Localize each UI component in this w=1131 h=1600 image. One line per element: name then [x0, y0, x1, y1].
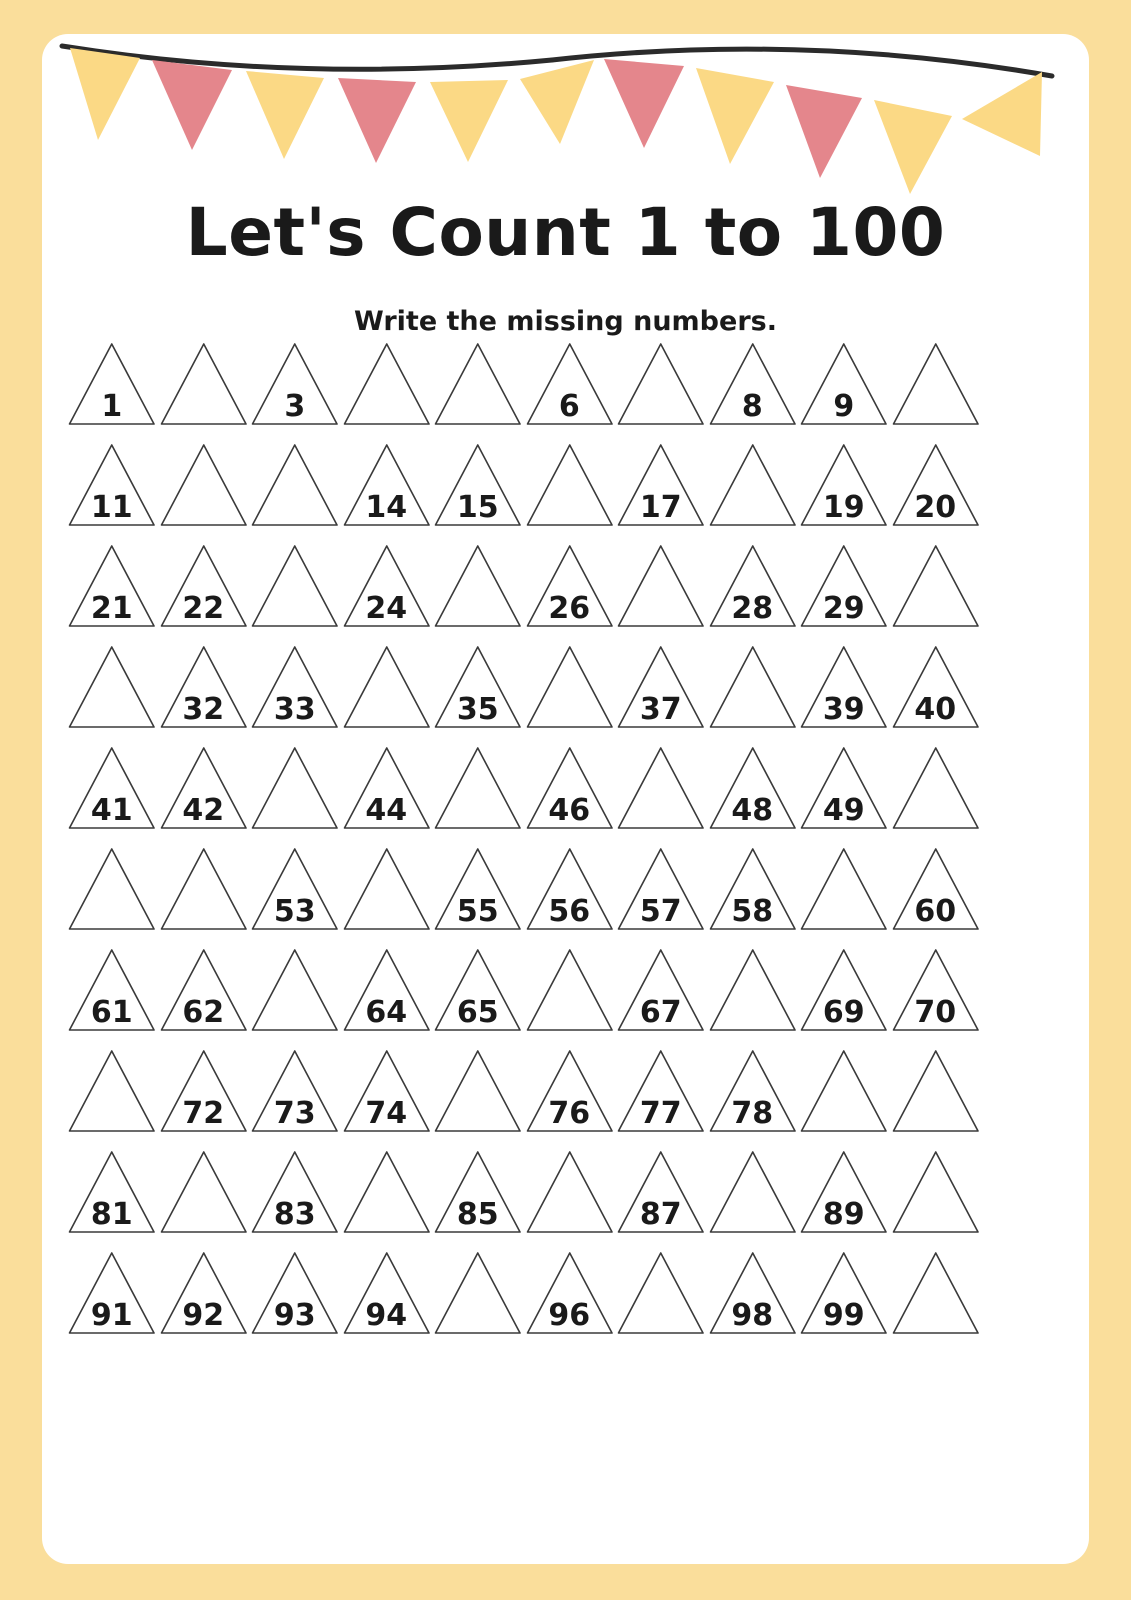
number-triangle-blank[interactable] [524, 946, 616, 1034]
triangle-icon [66, 1047, 158, 1135]
number-row [66, 1144, 981, 1245]
number-triangle-blank[interactable] [707, 1148, 799, 1236]
triangle-number: 92 [182, 1298, 225, 1333]
number-triangle-blank[interactable] [249, 441, 341, 529]
number-triangle-filled [66, 744, 158, 832]
number-triangle-blank[interactable] [798, 1047, 890, 1135]
number-row [66, 538, 981, 639]
number-triangle-blank[interactable] [341, 1148, 433, 1236]
triangle-icon [890, 340, 982, 428]
triangle-number: 72 [182, 1096, 225, 1131]
number-triangle-filled [249, 1047, 341, 1135]
triangle-icon [615, 340, 707, 428]
triangle-number: 73 [273, 1096, 316, 1131]
triangle-icon [890, 1148, 982, 1236]
number-triangle-filled [432, 946, 524, 1034]
triangle-number: 77 [639, 1096, 682, 1131]
number-row [66, 336, 981, 437]
triangle-number: 81 [90, 1197, 133, 1232]
triangle-number: 11 [90, 490, 133, 525]
number-row [66, 841, 981, 942]
number-triangle-blank[interactable] [432, 542, 524, 630]
number-triangle-blank[interactable] [890, 1047, 982, 1135]
triangle-number: 6 [558, 389, 580, 424]
number-triangle-filled [158, 946, 250, 1034]
triangle-icon [524, 946, 616, 1034]
page-title: Let's Count 1 to 100 [185, 194, 946, 271]
number-triangle-blank[interactable] [158, 340, 250, 428]
number-triangle-blank[interactable] [524, 643, 616, 731]
number-triangle-filled [66, 1249, 158, 1337]
number-triangle-filled [524, 542, 616, 630]
triangle-number: 83 [273, 1197, 316, 1232]
number-triangle-blank[interactable] [707, 441, 799, 529]
number-triangle-filled [158, 643, 250, 731]
triangle-number: 41 [90, 793, 133, 828]
number-triangle-blank[interactable] [524, 441, 616, 529]
triangle-icon [341, 340, 433, 428]
number-triangle-blank[interactable] [432, 744, 524, 832]
number-triangle-filled [615, 1148, 707, 1236]
triangle-number: 39 [822, 692, 865, 727]
triangle-number: 89 [822, 1197, 865, 1232]
number-triangle-filled [341, 946, 433, 1034]
triangle-number: 60 [914, 894, 957, 929]
triangle-icon [341, 845, 433, 933]
number-triangle-blank[interactable] [158, 845, 250, 933]
number-row [66, 639, 981, 740]
triangle-icon [890, 744, 982, 832]
number-triangle-filled [524, 340, 616, 428]
triangle-number: 29 [822, 591, 865, 626]
number-triangle-filled [158, 1047, 250, 1135]
triangle-number: 61 [90, 995, 133, 1030]
number-triangle-blank[interactable] [249, 744, 341, 832]
instruction-text: Write the missing numbers. [354, 306, 777, 337]
number-triangle-filled [524, 1047, 616, 1135]
triangle-number: 93 [273, 1298, 316, 1333]
number-triangle-filled [707, 1047, 799, 1135]
triangle-number: 3 [284, 389, 306, 424]
number-triangle-filled [798, 340, 890, 428]
triangle-number: 55 [456, 894, 499, 929]
triangle-icon [890, 1249, 982, 1337]
number-triangle-filled [890, 845, 982, 933]
triangle-number: 48 [731, 793, 774, 828]
triangle-icon [707, 1148, 799, 1236]
number-triangle-filled [341, 542, 433, 630]
number-row [66, 942, 981, 1043]
number-triangle-blank[interactable] [890, 340, 982, 428]
triangle-icon [524, 1148, 616, 1236]
triangle-number: 33 [273, 692, 316, 727]
triangle-number: 15 [456, 490, 499, 525]
triangle-number: 17 [639, 490, 682, 525]
triangle-icon [249, 441, 341, 529]
triangle-icon [707, 946, 799, 1034]
number-triangle-filled [432, 845, 524, 933]
number-triangle-filled [615, 946, 707, 1034]
number-row [66, 1043, 981, 1144]
number-triangle-filled [890, 946, 982, 1034]
number-triangle-blank[interactable] [615, 542, 707, 630]
number-triangle-filled [249, 340, 341, 428]
triangle-number: 98 [731, 1298, 774, 1333]
number-triangle-filled [524, 744, 616, 832]
number-triangle-filled [798, 1249, 890, 1337]
number-triangle-filled [798, 1148, 890, 1236]
triangle-icon [432, 340, 524, 428]
number-triangle-blank[interactable] [432, 1047, 524, 1135]
number-triangle-blank[interactable] [524, 1148, 616, 1236]
number-triangle-blank[interactable] [890, 1249, 982, 1337]
number-triangle-filled [341, 1047, 433, 1135]
triangle-icon [341, 1148, 433, 1236]
number-triangle-filled [524, 845, 616, 933]
number-triangle-blank[interactable] [158, 441, 250, 529]
number-triangle-blank[interactable] [890, 744, 982, 832]
number-triangle-filled [798, 643, 890, 731]
number-row [66, 740, 981, 841]
triangle-icon [432, 1249, 524, 1337]
triangle-number: 26 [548, 591, 591, 626]
triangle-icon [615, 744, 707, 832]
number-triangle-filled [615, 845, 707, 933]
triangle-number: 76 [548, 1096, 591, 1131]
triangle-number: 91 [90, 1298, 133, 1333]
triangle-number: 69 [822, 995, 865, 1030]
triangle-icon [249, 542, 341, 630]
number-triangle-filled [66, 542, 158, 630]
triangle-number: 24 [365, 591, 408, 626]
triangle-icon [615, 542, 707, 630]
triangle-icon [432, 542, 524, 630]
number-triangle-filled [158, 542, 250, 630]
triangle-number: 46 [548, 793, 591, 828]
number-triangle-filled [707, 845, 799, 933]
number-triangle-filled [707, 744, 799, 832]
triangle-number: 57 [639, 894, 682, 929]
triangle-number: 99 [822, 1298, 865, 1333]
number-triangle-filled [249, 845, 341, 933]
triangle-number: 40 [914, 692, 957, 727]
number-triangle-filled [432, 441, 524, 529]
number-triangle-filled [341, 441, 433, 529]
number-triangle-filled [707, 340, 799, 428]
triangle-number: 49 [822, 793, 865, 828]
triangle-icon [798, 1047, 890, 1135]
number-triangle-filled [798, 542, 890, 630]
triangle-number: 70 [914, 995, 957, 1030]
triangle-number: 22 [182, 591, 225, 626]
triangle-number: 85 [456, 1197, 499, 1232]
triangle-icon [798, 845, 890, 933]
number-triangle-blank[interactable] [341, 643, 433, 731]
triangle-number: 74 [365, 1096, 408, 1131]
triangle-number: 58 [731, 894, 774, 929]
number-triangle-blank[interactable] [66, 1047, 158, 1135]
triangle-number: 78 [731, 1096, 774, 1131]
number-triangle-filled [432, 643, 524, 731]
triangle-icon [249, 946, 341, 1034]
triangle-icon [615, 1249, 707, 1337]
triangle-icon [66, 845, 158, 933]
triangle-icon [341, 643, 433, 731]
number-triangle-filled [798, 441, 890, 529]
number-triangle-blank[interactable] [707, 946, 799, 1034]
number-triangle-filled [158, 1249, 250, 1337]
number-triangle-filled [707, 542, 799, 630]
triangle-number: 35 [456, 692, 499, 727]
number-triangle-blank[interactable] [890, 542, 982, 630]
triangle-number: 53 [273, 894, 316, 929]
triangle-number: 28 [731, 591, 774, 626]
triangle-number: 32 [182, 692, 225, 727]
number-triangle-blank[interactable] [249, 542, 341, 630]
triangle-number: 1 [101, 389, 123, 424]
number-triangle-filled [66, 946, 158, 1034]
number-triangle-blank[interactable] [249, 946, 341, 1034]
number-triangle-blank[interactable] [707, 643, 799, 731]
number-triangle-blank[interactable] [798, 845, 890, 933]
triangle-icon [524, 441, 616, 529]
triangle-icon [524, 643, 616, 731]
number-triangle-filled [798, 744, 890, 832]
number-triangle-filled [66, 441, 158, 529]
triangle-number: 94 [365, 1298, 408, 1333]
triangle-number: 87 [639, 1197, 682, 1232]
number-triangle-blank[interactable] [66, 845, 158, 933]
number-triangle-blank[interactable] [341, 845, 433, 933]
number-grid [66, 336, 981, 1346]
number-triangle-filled [341, 744, 433, 832]
number-triangle-filled [249, 643, 341, 731]
number-triangle-filled [890, 643, 982, 731]
number-triangle-blank[interactable] [158, 1148, 250, 1236]
triangle-number: 21 [90, 591, 133, 626]
triangle-icon [249, 744, 341, 832]
triangle-icon [707, 441, 799, 529]
number-triangle-filled [890, 441, 982, 529]
number-triangle-blank[interactable] [615, 1249, 707, 1337]
triangle-number: 14 [365, 490, 408, 525]
triangle-number: 42 [182, 793, 225, 828]
triangle-icon [707, 643, 799, 731]
number-row [66, 1245, 981, 1346]
triangle-number: 62 [182, 995, 225, 1030]
triangle-number: 9 [833, 389, 855, 424]
number-triangle-filled [615, 643, 707, 731]
number-triangle-filled [432, 1148, 524, 1236]
number-triangle-filled [798, 946, 890, 1034]
triangle-number: 56 [548, 894, 591, 929]
number-triangle-filled [158, 744, 250, 832]
number-triangle-blank[interactable] [615, 744, 707, 832]
triangle-icon [158, 845, 250, 933]
number-triangle-filled [66, 1148, 158, 1236]
number-triangle-blank[interactable] [432, 1249, 524, 1337]
number-triangle-blank[interactable] [341, 340, 433, 428]
triangle-number: 20 [914, 490, 957, 525]
number-triangle-filled [524, 1249, 616, 1337]
triangle-icon [890, 542, 982, 630]
number-triangle-filled [249, 1148, 341, 1236]
number-triangle-filled [707, 1249, 799, 1337]
number-triangle-blank[interactable] [66, 643, 158, 731]
number-triangle-filled [615, 1047, 707, 1135]
triangle-icon [158, 340, 250, 428]
triangle-icon [158, 441, 250, 529]
triangle-number: 19 [822, 490, 865, 525]
triangle-number: 96 [548, 1298, 591, 1333]
number-triangle-filled [249, 1249, 341, 1337]
triangle-number: 44 [365, 793, 408, 828]
number-triangle-filled [66, 340, 158, 428]
triangle-number: 37 [639, 692, 682, 727]
number-row [66, 437, 981, 538]
triangle-icon [432, 1047, 524, 1135]
triangle-number: 64 [365, 995, 408, 1030]
triangle-icon [890, 1047, 982, 1135]
number-triangle-filled [615, 441, 707, 529]
number-triangle-blank[interactable] [890, 1148, 982, 1236]
number-triangle-filled [341, 1249, 433, 1337]
triangle-number: 8 [741, 389, 763, 424]
triangle-icon [432, 744, 524, 832]
triangle-icon [158, 1148, 250, 1236]
triangle-number: 65 [456, 995, 499, 1030]
number-triangle-blank[interactable] [432, 340, 524, 428]
triangle-icon [66, 643, 158, 731]
triangle-number: 67 [639, 995, 682, 1030]
number-triangle-blank[interactable] [615, 340, 707, 428]
